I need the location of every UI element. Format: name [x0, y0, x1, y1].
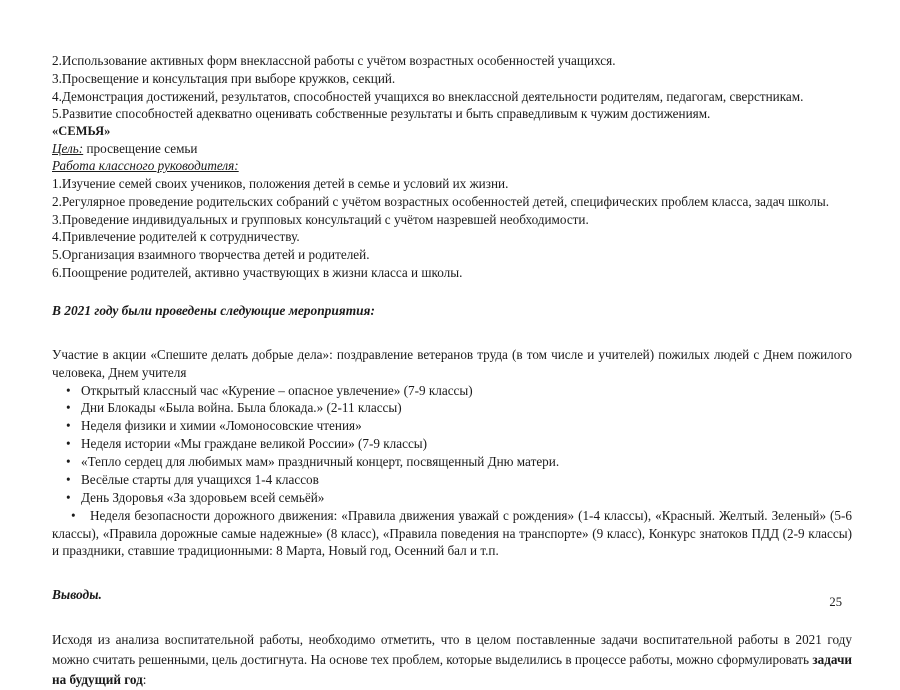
page-number: 25: [829, 595, 842, 609]
intro-paragraph: Участие в акции «Спешите делать добрые дела»: поздравление ветеранов труда (в том числе и учителей) пожилых людей с Днем пожилого человека, Днем учителя: [52, 346, 852, 380]
list-item-label: День Здоровья «За здоровьем всей семьёй»: [81, 489, 325, 505]
list-item: [52, 435, 852, 453]
list-item-label: Неделя истории «Мы граждане великой России» (7-9 классы): [81, 436, 428, 452]
spacer: [52, 282, 852, 302]
numbered-line: 1.Изучение семей своих учеников, положения детей в семье и условий их жизни.: [52, 176, 509, 192]
list-item-label: Неделя безопасности дорожного движения: «Правила движения уважай с рождения» (1-4 классы), «Красный. Желтый. Зеленый» (5-6 классы), «Правила дорожные самые надежные» (8 класс), «Правила поведения на транспорте» (9 класс), Конкурс знатоков ПДД (2-9 классы) и праздники, ставшие традиционными: 8 Марта, Новый год, Осенний бал и т.п.: [52, 507, 852, 559]
spacer: [52, 604, 852, 630]
list-item: [52, 417, 852, 435]
teacher-work-line: [52, 157, 852, 175]
list-item-label: Открытый классный час «Курение – опасное увлечение» (7-9 классы): [81, 382, 473, 398]
numbered-line: 2.Использование активных форм внеклассной работы с учётом возрастных особенностей учащихся.: [52, 53, 616, 68]
events-heading: В 2021 году были проведены следующие мероприятия:: [52, 302, 375, 318]
numbered-line: 3.Просвещение и консультация при выборе кружков, секций.: [52, 70, 396, 86]
section-heading-family: «СЕМЬЯ»: [52, 124, 111, 138]
teacher-work-label: Работа классного руководителя:: [52, 158, 239, 174]
list-item: [52, 471, 852, 489]
list-item-road-safety: [52, 507, 852, 561]
spacer: [52, 560, 852, 586]
conclusion-text-part1: Исходя из анализа воспитательной работы, необходимо отметить, что в целом поставленные задачи воспитательной работы в 2021 году можно считать решенными, цель достигнута. На основе тех проблем, которые выделились в процессе работы, можно сформулировать: [52, 632, 852, 668]
numbered-line: 6.Поощрение родителей, активно участвующих в жизни класса и школы.: [52, 264, 463, 280]
document-body: [52, 52, 852, 690]
list-item-label: Дни Блокады «Была война. Была блокада.» (2-11 классы): [81, 400, 402, 416]
bullet-icon: •: [66, 382, 71, 398]
numbered-line: 4.Привлечение родителей к сотрудничеству.: [52, 229, 300, 245]
numbered-line: 3.Проведение индивидуальных и групповых консультаций с учётом назревшей необходимости.: [52, 211, 589, 227]
list-item: [52, 489, 852, 507]
bullet-icon: •: [66, 418, 71, 434]
list-item-label: Весёлые старты для учащихся 1-4 классов: [81, 471, 319, 487]
bullet-icon: •: [66, 436, 71, 452]
numbered-line: 2.Регулярное проведение родительских собраний с учётом возрастных особенностей детей, специфических проблем класса, задач школы.: [52, 193, 829, 209]
goal-label: Цель:: [52, 140, 84, 156]
bullet-icon: •: [66, 471, 71, 487]
conclusions-heading: Выводы.: [52, 587, 102, 603]
list-item-label: Неделя физики и химии «Ломоносовские чтения»: [81, 418, 362, 434]
numbered-line: 4.Демонстрация достижений, результатов, способностей учащихся во внеклассной деятельности родителям, педагогам, сверстникам.: [52, 88, 804, 104]
conclusion-emphasis: задачи на будущий год: [52, 652, 852, 687]
list-item: [52, 453, 852, 471]
conclusion-paragraph: [52, 630, 852, 689]
spacer: [52, 320, 852, 346]
numbered-line: 5.Организация взаимного творчества детей и родителей.: [52, 247, 370, 263]
list-item: [52, 382, 852, 400]
bullet-icon: •: [66, 489, 71, 505]
numbered-line: 5.Развитие способностей адекватно оценивать собственные результаты и быть справедливым к чужим достижениям.: [52, 106, 711, 122]
list-item-label: «Тепло сердец для любимых мам» праздничный концерт, посвященный Дню матери.: [81, 454, 560, 470]
events-bullet-list: [52, 382, 852, 507]
goal-line: [52, 140, 852, 158]
bullet-icon: •: [71, 507, 76, 523]
list-item: [52, 399, 852, 417]
bullet-icon: •: [66, 400, 71, 416]
goal-text: просвещение семьи: [83, 140, 198, 156]
bullet-icon: •: [66, 454, 71, 470]
conclusion-text-part2: :: [142, 671, 147, 687]
